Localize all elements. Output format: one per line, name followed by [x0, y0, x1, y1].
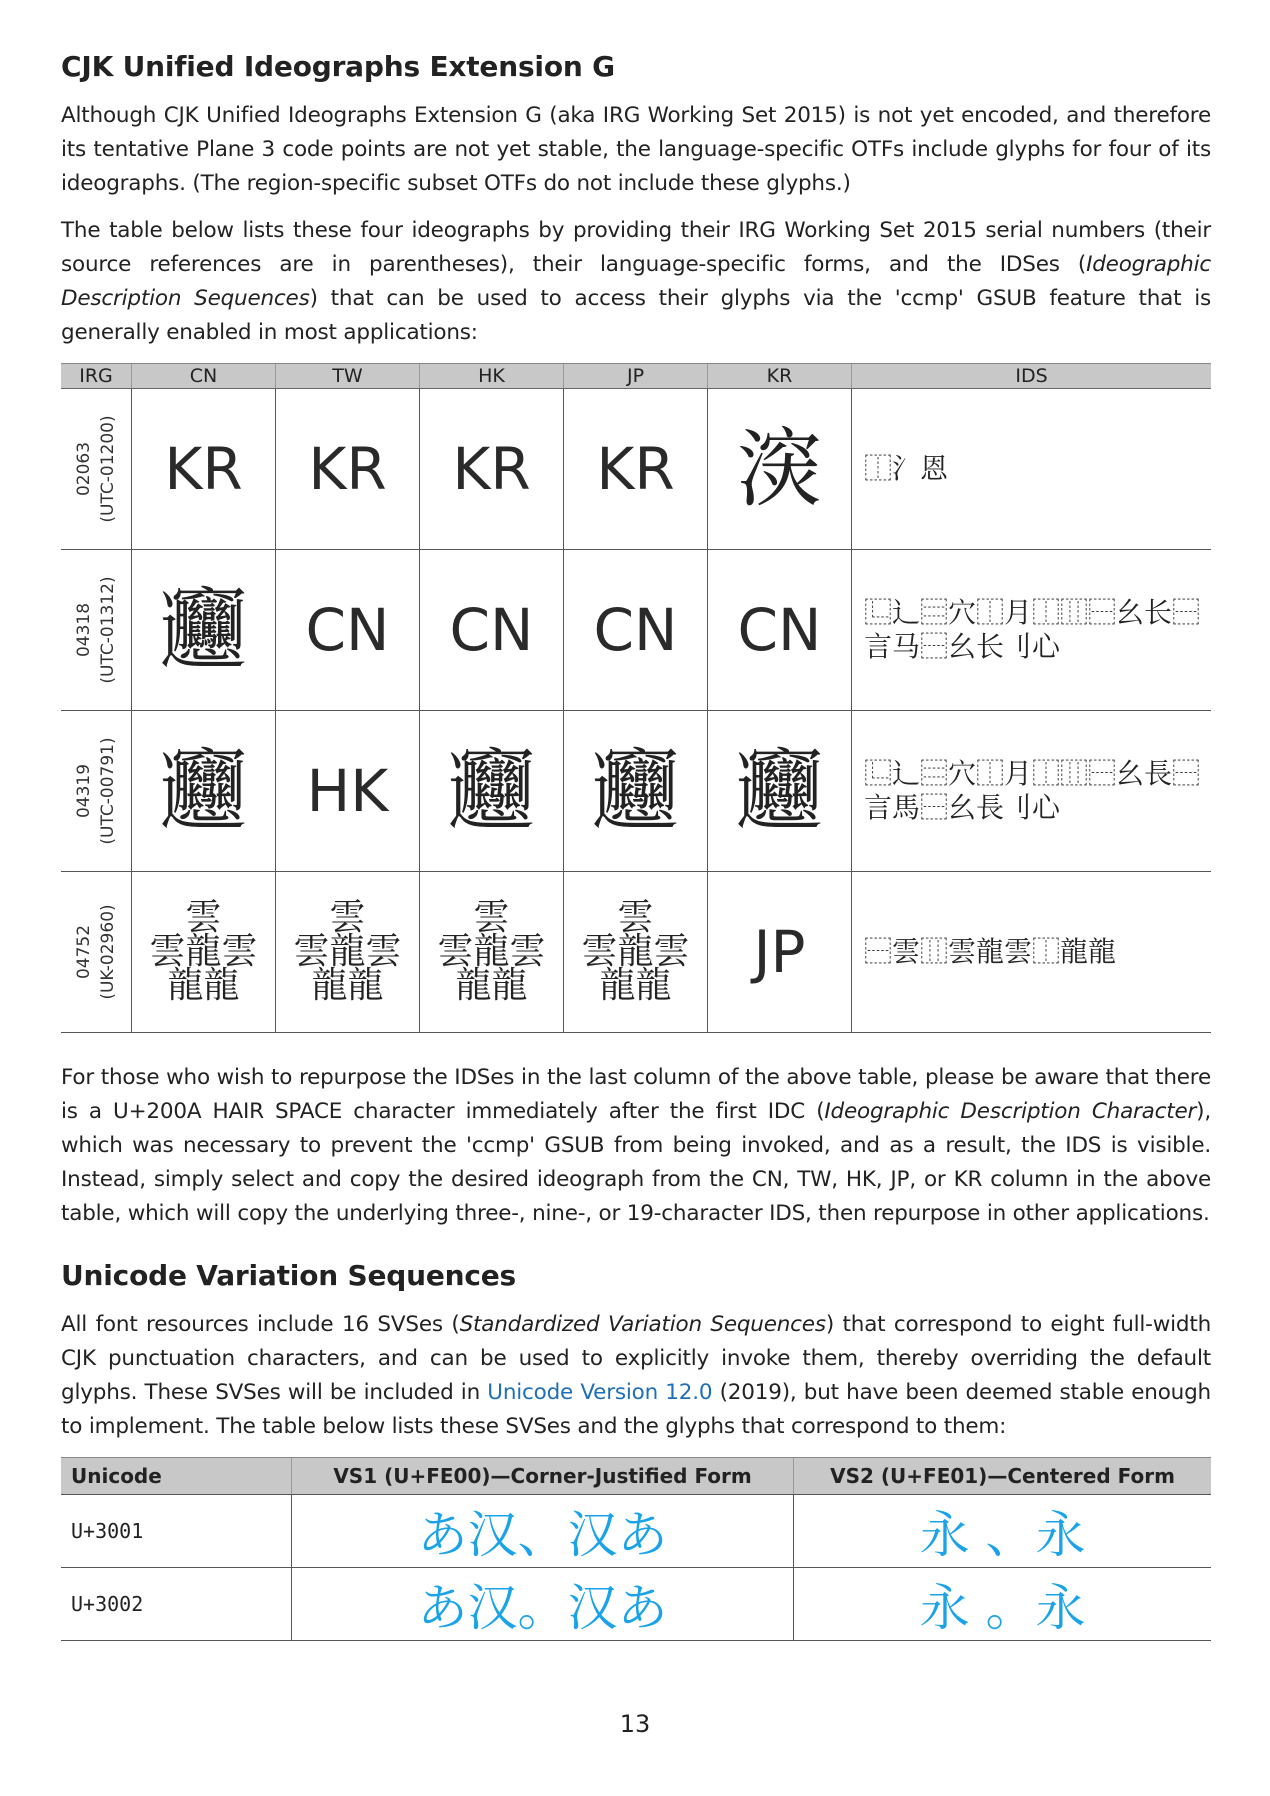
ideograph: 𰻝 — [592, 741, 679, 841]
cell-cn[interactable] — [132, 389, 276, 550]
cell-tw[interactable] — [276, 550, 420, 711]
ideograph: 𰻝 — [736, 741, 823, 841]
cell-vs1[interactable] — [292, 1495, 794, 1568]
ideograph: 㴱 — [736, 419, 823, 519]
row-header — [61, 872, 132, 1033]
serial-number: 04752 — [74, 924, 94, 980]
glyph-tag: JP — [753, 918, 806, 986]
glyph-sample: あ汉。汉あ — [417, 1579, 668, 1637]
paragraph-intro: Although CJK Unified Ideographs Extension G (aka IRG Working Set 2015) is not yet encoded, and therefore its tentative Plane 3 code points are not yet stable, the language-specific OTFs include glyphs for four of its ideographs. (The region-specific subset OTFs do not include these glyphs.) — [61, 103, 1211, 196]
glyph-tag: CN — [449, 596, 534, 664]
col-header-ids: IDS — [852, 364, 1212, 389]
col-header-kr: KR — [708, 364, 852, 389]
cell-hk[interactable] — [420, 711, 564, 872]
text: For those who wish to repurpose the IDSes in the last column of the above table, please be aware that there is a U+200A HAIR SPACE character immediately after the first IDC ( — [61, 1065, 1211, 1124]
section-heading-uvs: Unicode Variation Sequences — [61, 1259, 517, 1292]
code-point: U+3002 — [71, 1592, 144, 1616]
cell-code — [61, 1568, 292, 1641]
text: ) that can be used to access their glyphs via the 'ccmp' GSUB feature that is generally enabled in most applications: — [61, 286, 1211, 345]
col-header-unicode: Unicode — [61, 1458, 292, 1495]
cell-tw[interactable] — [276, 711, 420, 872]
cell-vs2[interactable] — [794, 1568, 1211, 1641]
page — [61, 50, 1211, 1641]
cell-hk[interactable] — [420, 872, 564, 1033]
col-header-vs2: VS2 (U+FE01)—Centered Form — [794, 1458, 1211, 1495]
cell-jp[interactable] — [564, 711, 708, 872]
ideograph: 𰻞 — [160, 580, 247, 680]
glyph-tag: KR — [308, 435, 387, 503]
glyph-sample: 永 。永 — [919, 1579, 1086, 1637]
glyph-tag: HK — [306, 757, 389, 825]
table-row — [61, 389, 1211, 550]
paragraph-ids-note — [61, 1061, 1211, 1231]
serial-number: 04319 — [74, 763, 94, 819]
svs-table — [61, 1457, 1211, 1641]
table-row — [61, 711, 1211, 872]
cell-ids[interactable]: ⿺辶⿳穴⿰月⿰⿲⿱幺長⿱言馬⿱幺長刂心 — [852, 711, 1212, 872]
table-header-row — [61, 364, 1211, 389]
cell-ids[interactable]: ⿱雲⿲雲龍雲⿰龍龍 — [852, 872, 1212, 1033]
source-reference: (UTC-01312) — [98, 576, 118, 684]
paragraph-table-intro — [61, 214, 1211, 350]
code-point: U+3001 — [71, 1519, 144, 1543]
ideograph: 𰻝 — [160, 741, 247, 841]
row-header — [61, 711, 132, 872]
ideograph-composite: 雲 雲龍雲 龍龍 — [437, 897, 546, 1006]
ideograph-composite: 雲 雲龍雲 龍龍 — [581, 897, 690, 1006]
col-header-jp: JP — [564, 364, 708, 389]
text: ), which was necessary to prevent the 'ccmp' GSUB from being invoked, and as a result, the IDS is visible. Instead, simply select and copy the desired ideograph from the CN, TW, HK, JP, or KR column in the above table, which will copy the underlying three-, nine-, or 19-character IDS, then repurpose in other applications. — [61, 1099, 1211, 1226]
text: All font resources include 16 SVSes ( — [61, 1312, 460, 1337]
col-header-vs1: VS1 (U+FE00)—Corner-Justified Form — [292, 1458, 794, 1495]
col-header-hk: HK — [420, 364, 564, 389]
cell-cn[interactable] — [132, 711, 276, 872]
col-header-cn: CN — [132, 364, 276, 389]
col-header-tw: TW — [276, 364, 420, 389]
cell-tw[interactable] — [276, 389, 420, 550]
row-header — [61, 550, 132, 711]
cell-jp[interactable] — [564, 872, 708, 1033]
ideograph-composite: 雲 雲龍雲 龍龍 — [149, 897, 258, 1006]
cell-kr[interactable] — [708, 389, 852, 550]
cell-ids[interactable]: ⿰氵恩 — [852, 389, 1212, 550]
cell-hk[interactable] — [420, 550, 564, 711]
cell-ids[interactable]: ⿺辶⿳穴⿰月⿰⿲⿱幺长⿱言马⿱幺长刂心 — [852, 550, 1212, 711]
glyph-tag: CN — [737, 596, 822, 664]
text: (2019), but have been deemed stable enough to implement. The table below lists these SVSes and the glyphs that correspond to them: — [61, 1380, 1211, 1439]
irg-table — [61, 363, 1211, 1033]
glyph-tag: CN — [305, 596, 390, 664]
source-reference: (UTC-01200) — [98, 415, 118, 523]
table-header-row — [61, 1458, 1211, 1495]
cell-code — [61, 1495, 292, 1568]
unicode-version-link[interactable]: Unicode Version 12.0 — [487, 1380, 713, 1405]
text: The table below lists these four ideographs by providing their IRG Working Set 2015 serial numbers (their source references are in parentheses), their language-specific forms, and the IDSes ( — [61, 218, 1211, 277]
ideograph: 𰻝 — [448, 741, 535, 841]
serial-number: 04318 — [74, 602, 94, 658]
text-emphasis: Standardized Variation Sequences — [459, 1312, 826, 1337]
page-number: 13 — [619, 1710, 651, 1738]
text: ) that correspond to eight full-width CJK punctuation characters, and can be used to explicitly invoke them, thereby overriding the default glyphs. These SVSes will be included in — [61, 1312, 1211, 1405]
ideograph-composite: 雲 雲龍雲 龍龍 — [293, 897, 402, 1006]
table-row — [61, 1568, 1211, 1641]
glyph-tag: KR — [164, 435, 243, 503]
glyph-tag: CN — [593, 596, 678, 664]
cell-kr[interactable] — [708, 550, 852, 711]
cell-hk[interactable] — [420, 389, 564, 550]
cell-jp[interactable] — [564, 550, 708, 711]
paragraph-svs-intro — [61, 1308, 1211, 1444]
text-emphasis: Ideographic Description Sequences — [61, 252, 1211, 311]
cell-kr[interactable] — [708, 872, 852, 1033]
cell-vs2[interactable] — [794, 1495, 1211, 1568]
glyph-tag: KR — [596, 435, 675, 503]
glyph-sample: 永 、永 — [919, 1506, 1086, 1564]
serial-number: 02063 — [74, 441, 94, 497]
table-row — [61, 1495, 1211, 1568]
col-header-irg: IRG — [61, 364, 132, 389]
text-emphasis: Ideographic Description Character — [824, 1099, 1197, 1124]
glyph-tag: KR — [452, 435, 531, 503]
source-reference: (UTC-00791) — [98, 737, 118, 845]
cell-kr[interactable] — [708, 711, 852, 872]
glyph-sample: あ汉、汉あ — [417, 1506, 668, 1564]
cell-cn[interactable] — [132, 550, 276, 711]
cell-vs1[interactable] — [292, 1568, 794, 1641]
section-heading-ext-g: CJK Unified Ideographs Extension G — [61, 50, 615, 83]
row-header — [61, 389, 132, 550]
source-reference: (UK-02960) — [98, 904, 118, 1000]
cell-cn[interactable] — [132, 872, 276, 1033]
table-row — [61, 550, 1211, 711]
cell-tw[interactable] — [276, 872, 420, 1033]
table-row — [61, 872, 1211, 1033]
cell-jp[interactable] — [564, 389, 708, 550]
